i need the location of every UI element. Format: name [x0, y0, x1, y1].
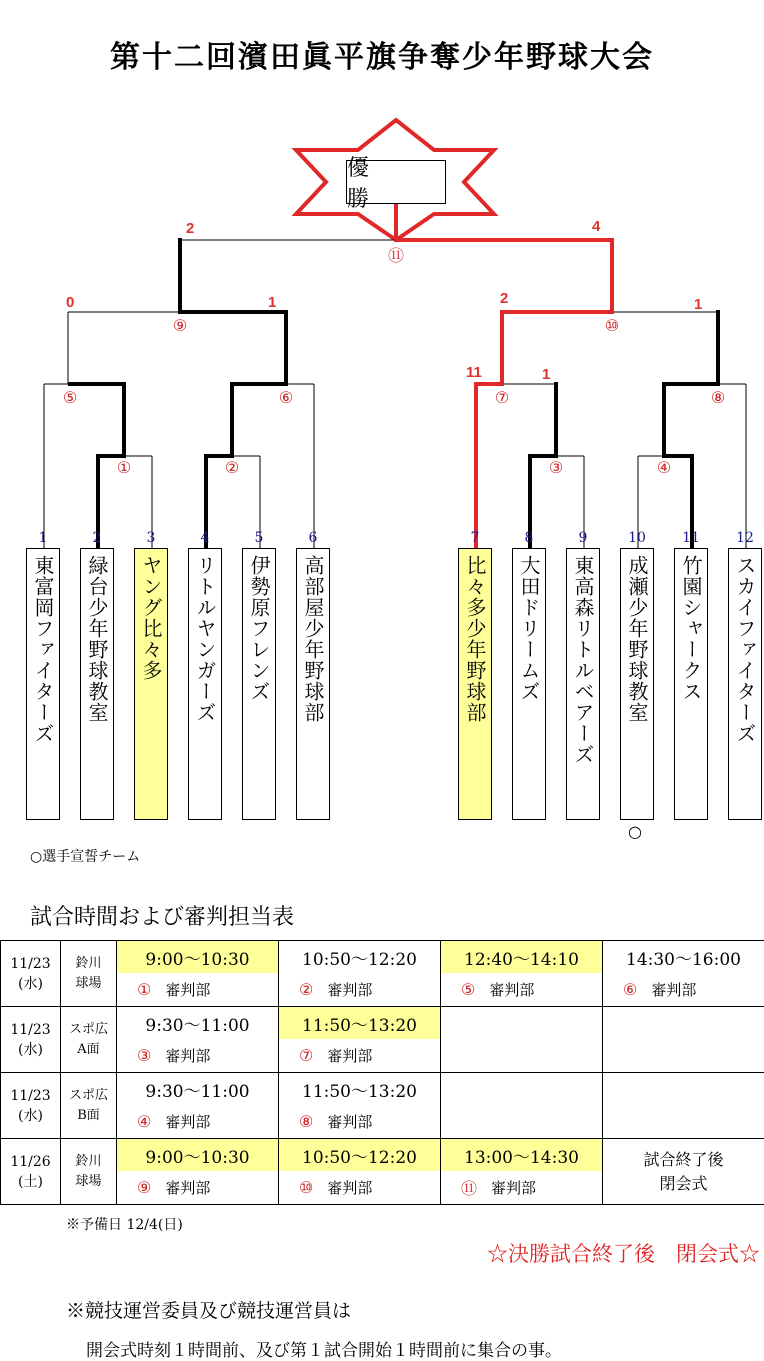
team-name: 成瀬少年野球教室 — [622, 555, 652, 819]
game-label-3: ③ — [546, 460, 566, 476]
slot-cell — [117, 941, 279, 1007]
slot-cell — [441, 1139, 603, 1205]
slot-cell — [279, 941, 441, 1007]
score-label: 11 — [466, 364, 482, 381]
team-box — [728, 548, 762, 820]
team-box — [458, 548, 492, 820]
umpire: 審判部 — [327, 1111, 372, 1132]
team-box — [80, 548, 114, 820]
slot-cell — [117, 1139, 279, 1205]
game-label-1: ① — [114, 460, 134, 476]
team-name: 伊勢原フレンズ — [244, 555, 274, 819]
slot-time: 9:30～11:00 — [117, 1007, 278, 1039]
venue-line1: スポ広 — [61, 1086, 116, 1106]
game-label-4: ④ — [654, 460, 674, 476]
score-label: 1 — [542, 366, 550, 383]
venue-cell — [61, 1007, 117, 1073]
team-box — [188, 548, 222, 820]
score-label: 1 — [268, 294, 276, 311]
slot-cell — [117, 1073, 279, 1139]
slot-time: 9:00～10:30 — [117, 941, 278, 973]
game-number: ③ — [137, 1046, 151, 1065]
score-label: 4 — [592, 218, 600, 235]
slot-time: 10:50～12:20 — [279, 941, 440, 973]
team-box — [620, 548, 654, 820]
slot-time: 10:50～12:20 — [279, 1139, 440, 1171]
slot-cell-empty — [603, 1007, 764, 1073]
spare-day-note: ※予備日 12/4(日) — [66, 1214, 183, 1234]
team-number: 2 — [80, 530, 114, 546]
weekday: (水) — [1, 1040, 60, 1060]
team-number: 9 — [566, 530, 600, 546]
date-cell — [1, 1073, 61, 1139]
staff-note-heading: ※競技運営委員及び競技運営員は — [66, 1296, 351, 1323]
score-label: 2 — [186, 220, 194, 237]
team-box — [134, 548, 168, 820]
umpire: 審判部 — [165, 1111, 210, 1132]
closing-text-2: 閉会式 — [603, 1172, 764, 1196]
slot-cell — [279, 1073, 441, 1139]
venue-line2: B面 — [61, 1106, 116, 1126]
team-name: 竹園シャークス — [676, 555, 706, 819]
game-label-11: ⑪ — [386, 248, 406, 264]
closing-text-1: 試合終了後 — [603, 1148, 764, 1172]
team-number: 7 — [458, 530, 492, 546]
game-number: ② — [299, 980, 313, 999]
slot-cell — [117, 1007, 279, 1073]
slot-cell-empty — [441, 1007, 603, 1073]
date-cell — [1, 1007, 61, 1073]
game-label-10: ⑩ — [602, 318, 622, 334]
staff-note-body: 開会式時刻１時間前、及び第１試合開始１時間前に集合の事。 — [86, 1336, 562, 1361]
game-number: ⑤ — [461, 980, 475, 999]
team-name: 東富岡ファイターズ — [28, 555, 58, 819]
slot-cell — [279, 1139, 441, 1205]
venue-cell — [61, 1073, 117, 1139]
venue-cell — [61, 941, 117, 1007]
table-row — [1, 941, 764, 1007]
game-label-9: ⑨ — [170, 318, 190, 334]
slot-cell — [603, 941, 764, 1007]
score-label: 1 — [694, 296, 702, 313]
umpire: 審判部 — [491, 1177, 536, 1198]
game-number: ⑨ — [137, 1178, 151, 1197]
team-box — [296, 548, 330, 820]
team-name: 東高森リトルベアーズ — [568, 555, 598, 819]
winner-path — [180, 240, 286, 548]
team-number: 10 — [620, 530, 654, 546]
table-row — [1, 1007, 764, 1073]
slot-cell — [279, 1007, 441, 1073]
game-number: ⑧ — [299, 1112, 313, 1131]
slot-cell-empty — [441, 1073, 603, 1139]
team-number: 5 — [242, 530, 276, 546]
venue-cell — [61, 1139, 117, 1205]
team-box — [512, 548, 546, 820]
weekday: (水) — [1, 1106, 60, 1126]
team-box — [26, 548, 60, 820]
slot-time: 11:50～13:20 — [279, 1007, 440, 1039]
game-number: ① — [137, 980, 151, 999]
venue-line1: 鈴川 — [61, 954, 116, 974]
venue-line1: スポ広 — [61, 1020, 116, 1040]
umpire: 審判部 — [489, 979, 534, 1000]
umpire: 審判部 — [327, 1045, 372, 1066]
team-number: 6 — [296, 530, 330, 546]
game-label-6: ⑥ — [276, 390, 296, 406]
team-number: 12 — [728, 530, 762, 546]
table-row — [1, 1073, 764, 1139]
closing-ceremony-note: ☆決勝試合終了後 閉会式☆ — [487, 1238, 760, 1268]
game-label-5: ⑤ — [60, 390, 80, 406]
umpire: 審判部 — [165, 1177, 210, 1198]
venue-line2: 球場 — [61, 974, 116, 994]
team-number: 11 — [674, 530, 708, 546]
game-number: ⑩ — [299, 1178, 313, 1197]
team-number: 1 — [26, 530, 60, 546]
oath-mark: ○ — [628, 822, 642, 841]
champion-label: 優 勝 — [346, 160, 446, 204]
closing-ceremony-cell — [603, 1139, 764, 1205]
score-label: 2 — [500, 290, 508, 307]
team-number: 3 — [134, 530, 168, 546]
slot-time: 9:30～11:00 — [117, 1073, 278, 1105]
date: 11/23 — [1, 954, 60, 974]
game-number: ⑦ — [299, 1046, 313, 1065]
team-name: 大田ドリームズ — [514, 555, 544, 819]
team-box — [566, 548, 600, 820]
date: 11/23 — [1, 1086, 60, 1106]
weekday: (土) — [1, 1172, 60, 1192]
slot-cell-empty — [603, 1073, 764, 1139]
game-label-8: ⑧ — [708, 390, 728, 406]
slot-time: 11:50～13:20 — [279, 1073, 440, 1105]
venue-line2: 球場 — [61, 1172, 116, 1192]
oath-note: ○選手宣誓チーム — [30, 846, 140, 866]
date-cell — [1, 941, 61, 1007]
slot-time: 9:00～10:30 — [117, 1139, 278, 1171]
game-label-2: ② — [222, 460, 242, 476]
winner-path — [664, 312, 718, 548]
game-number: ⑪ — [461, 1176, 477, 1199]
date: 11/26 — [1, 1152, 60, 1172]
team-number: 8 — [512, 530, 546, 546]
umpire: 審判部 — [165, 979, 210, 1000]
schedule-title: 試合時間および審判担当表 — [30, 900, 294, 931]
slot-time: 13:00～14:30 — [441, 1139, 602, 1171]
table-row — [1, 1139, 764, 1205]
team-name: スカイファイターズ — [730, 555, 760, 819]
slot-time: 14:30～16:00 — [603, 941, 764, 973]
score-label: 0 — [66, 294, 74, 311]
game-number: ⑥ — [623, 980, 637, 999]
page-title: 第十二回濱田眞平旗争奪少年野球大会 — [0, 32, 764, 76]
date: 11/23 — [1, 1020, 60, 1040]
game-label-7: ⑦ — [492, 390, 512, 406]
team-box — [674, 548, 708, 820]
team-box — [242, 548, 276, 820]
venue-line2: A面 — [61, 1040, 116, 1060]
umpire: 審判部 — [327, 1177, 372, 1198]
game-number: ④ — [137, 1112, 151, 1131]
team-name: リトルヤンガーズ — [190, 555, 220, 819]
weekday: (水) — [1, 974, 60, 994]
team-name: 緑台少年野球教室 — [82, 555, 112, 819]
slot-cell — [441, 941, 603, 1007]
slot-time: 12:40～14:10 — [441, 941, 602, 973]
team-name: 高部屋少年野球部 — [298, 555, 328, 819]
date-cell — [1, 1139, 61, 1205]
champion-path — [396, 206, 612, 548]
team-name: 比々多少年野球部 — [460, 555, 490, 819]
team-name: ヤング比々多 — [136, 555, 166, 819]
umpire: 審判部 — [651, 979, 696, 1000]
umpire: 審判部 — [165, 1045, 210, 1066]
team-number: 4 — [188, 530, 222, 546]
umpire: 審判部 — [327, 979, 372, 1000]
venue-line1: 鈴川 — [61, 1152, 116, 1172]
schedule-table — [0, 940, 764, 1205]
tournament-bracket — [0, 0, 764, 560]
